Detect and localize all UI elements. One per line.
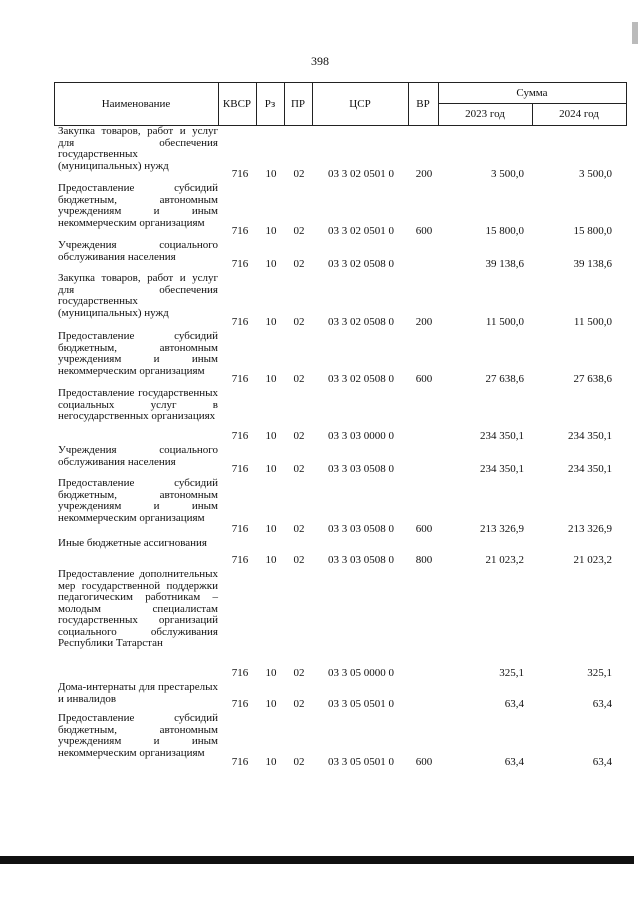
- row-pr: 02: [293, 756, 305, 768]
- row-rz: 10: [265, 316, 277, 328]
- row-kvsr: 716: [231, 698, 249, 710]
- row-rz: 10: [265, 554, 277, 566]
- row-vr: 800: [415, 554, 433, 566]
- row-rz: 10: [265, 698, 277, 710]
- row-vr: 600: [415, 225, 433, 237]
- row-csr: 03 3 03 0508 0: [328, 523, 394, 535]
- row-vr: 600: [415, 373, 433, 385]
- row-sum-2024: 63,4: [592, 698, 612, 710]
- table-row: [0, 183, 640, 240]
- row-sum-2024: 11 500,0: [573, 316, 612, 328]
- row-pr: 02: [293, 373, 305, 385]
- row-pr: 02: [293, 463, 305, 475]
- row-kvsr: 716: [231, 756, 249, 768]
- row-csr: 03 3 03 0508 0: [328, 463, 394, 475]
- row-sum-2023: 39 138,6: [485, 258, 524, 270]
- row-csr: 03 3 05 0501 0: [328, 756, 394, 768]
- row-pr: 02: [293, 554, 305, 566]
- row-name: Предоставление государственных социальных услуг в негосударственных организациях: [58, 387, 218, 422]
- row-pr: 02: [293, 667, 305, 679]
- row-kvsr: 716: [231, 523, 249, 535]
- table-body: [0, 126, 640, 771]
- row-name: Предоставление субсидий бюджетным, автономным учреждениям и иным некоммерческим организациям: [58, 330, 218, 377]
- table-row: [0, 126, 640, 183]
- table-row: [0, 273, 640, 331]
- row-name: Учреждения социального обслуживания населения: [58, 444, 218, 468]
- row-sum-2023: 234 350,1: [480, 430, 524, 442]
- row-rz: 10: [265, 756, 277, 768]
- row-sum-2024: 15 800,0: [573, 225, 612, 237]
- row-name: Предоставление субсидий бюджетным, автономным учреждениям и иным некоммерческим организациям: [58, 182, 218, 229]
- row-sum-2023: 27 638,6: [485, 373, 524, 385]
- row-sum-2024: 234 350,1: [568, 430, 612, 442]
- row-csr: 03 3 05 0000 0: [328, 667, 394, 679]
- row-csr: 03 3 02 0501 0: [328, 168, 394, 180]
- row-pr: 02: [293, 316, 305, 328]
- row-vr: 600: [415, 523, 433, 535]
- row-sum-2023: 11 500,0: [485, 316, 524, 328]
- header-name: Наименование: [101, 98, 171, 110]
- row-name: Учреждения социального обслуживания населения: [58, 239, 218, 263]
- row-rz: 10: [265, 667, 277, 679]
- header-rz: Рз: [264, 98, 276, 110]
- row-sum-2023: 213 326,9: [480, 523, 524, 535]
- row-name: Иные бюджетные ассигнования: [58, 537, 207, 549]
- row-kvsr: 716: [231, 316, 249, 328]
- row-csr: 03 3 02 0508 0: [328, 373, 394, 385]
- row-kvsr: 716: [231, 667, 249, 679]
- header-year-2023: 2023 год: [465, 108, 505, 120]
- row-sum-2023: 63,4: [504, 756, 524, 768]
- row-sum-2024: 63,4: [592, 756, 612, 768]
- table-row: [0, 445, 640, 478]
- table-row: [0, 388, 640, 445]
- row-pr: 02: [293, 698, 305, 710]
- row-pr: 02: [293, 430, 305, 442]
- row-kvsr: 716: [231, 430, 249, 442]
- row-kvsr: 716: [231, 463, 249, 475]
- row-sum-2024: 39 138,6: [573, 258, 612, 270]
- row-pr: 02: [293, 523, 305, 535]
- row-rz: 10: [265, 430, 277, 442]
- row-csr: 03 3 03 0000 0: [328, 430, 394, 442]
- header-kvsr: КВСР: [222, 98, 252, 110]
- table-row: [0, 331, 640, 388]
- row-rz: 10: [265, 225, 277, 237]
- table-header: [54, 82, 627, 126]
- row-csr: 03 3 02 0501 0: [328, 225, 394, 237]
- page-number: 398: [311, 54, 329, 68]
- row-sum-2024: 3 500,0: [579, 168, 612, 180]
- header-csr: ЦСР: [349, 98, 371, 110]
- row-kvsr: 716: [231, 168, 249, 180]
- row-rz: 10: [265, 523, 277, 535]
- row-sum-2024: 213 326,9: [568, 523, 612, 535]
- header-sum: Сумма: [516, 87, 548, 99]
- row-name: Дома-интернаты для престарелых и инвалидов: [58, 681, 218, 705]
- table-row: [0, 240, 640, 273]
- row-sum-2023: 21 023,2: [485, 554, 524, 566]
- row-name: Предоставление субсидий бюджетным, автономным учреждениям и иным некоммерческим организациям: [58, 712, 218, 759]
- row-pr: 02: [293, 168, 305, 180]
- row-name: Предоставление субсидий бюджетным, автономным учреждениям и иным некоммерческим организациям: [58, 477, 218, 524]
- row-name: Закупка товаров, работ и услуг для обеспечения государственных (муниципальных) нужд: [58, 125, 218, 172]
- row-sum-2024: 21 023,2: [573, 554, 612, 566]
- row-vr: 200: [415, 168, 433, 180]
- row-kvsr: 716: [231, 225, 249, 237]
- row-kvsr: 716: [231, 258, 249, 270]
- row-kvsr: 716: [231, 554, 249, 566]
- row-sum-2024: 325,1: [587, 667, 612, 679]
- row-name: Закупка товаров, работ и услуг для обеспечения государственных (муниципальных) нужд: [58, 272, 218, 319]
- row-csr: 03 3 02 0508 0: [328, 258, 394, 270]
- table-row: [0, 538, 640, 569]
- row-csr: 03 3 02 0508 0: [328, 316, 394, 328]
- row-sum-2023: 3 500,0: [491, 168, 524, 180]
- table-row: [0, 682, 640, 713]
- scan-bottom-border: [0, 856, 634, 864]
- header-vr: ВР: [416, 98, 430, 110]
- row-kvsr: 716: [231, 373, 249, 385]
- row-rz: 10: [265, 373, 277, 385]
- header-year-2024: 2024 год: [559, 108, 599, 120]
- row-sum-2024: 234 350,1: [568, 463, 612, 475]
- table-row: [0, 569, 640, 682]
- table-row: [0, 478, 640, 538]
- row-vr: 600: [415, 756, 433, 768]
- table-row: [0, 713, 640, 771]
- header-pr: ПР: [290, 98, 306, 110]
- row-sum-2023: 325,1: [499, 667, 524, 679]
- row-csr: 03 3 05 0501 0: [328, 698, 394, 710]
- row-sum-2023: 15 800,0: [485, 225, 524, 237]
- row-pr: 02: [293, 258, 305, 270]
- row-rz: 10: [265, 258, 277, 270]
- row-sum-2023: 63,4: [504, 698, 524, 710]
- row-pr: 02: [293, 225, 305, 237]
- row-name: Предоставление дополнительных мер государственной поддержки педагогическим работникам – молодым специалистам государственных организаций социального обслуживания Республики Татарстан: [58, 568, 218, 649]
- scan-edge-mark: [632, 22, 638, 44]
- row-sum-2023: 234 350,1: [480, 463, 524, 475]
- row-rz: 10: [265, 463, 277, 475]
- row-sum-2024: 27 638,6: [573, 373, 612, 385]
- row-rz: 10: [265, 168, 277, 180]
- row-csr: 03 3 03 0508 0: [328, 554, 394, 566]
- row-vr: 200: [415, 316, 433, 328]
